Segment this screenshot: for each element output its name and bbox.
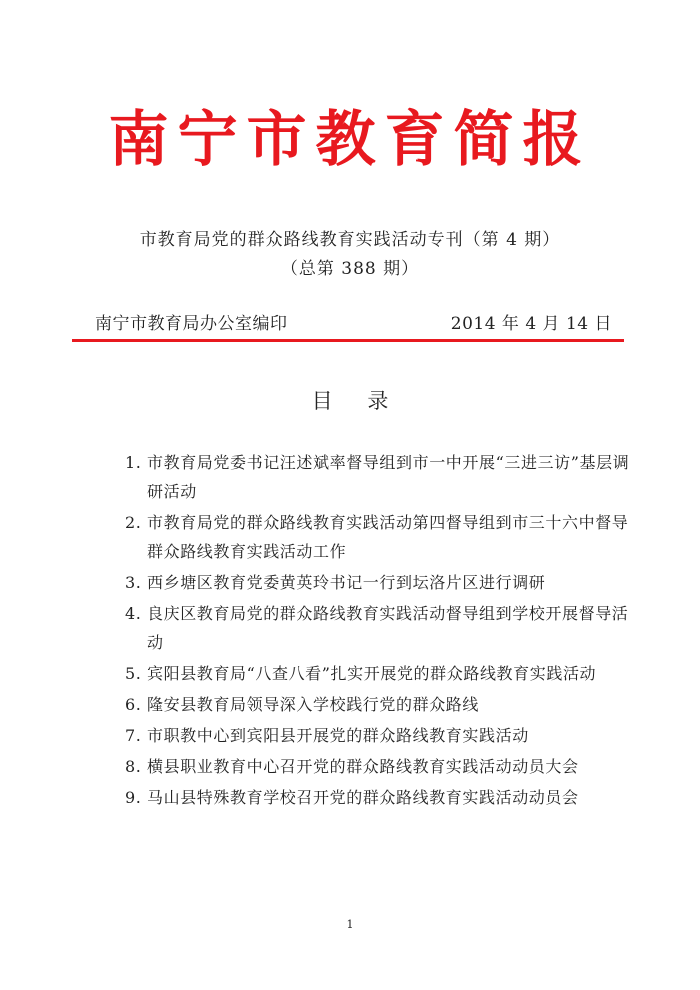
toc-item-number: 4. <box>125 604 142 623</box>
toc-item-text: 西乡塘区教育党委黄英玲书记一行到坛洛片区进行调研 <box>147 573 546 592</box>
toc-item <box>117 508 632 566</box>
toc-item-text: 隆安县教育局领导深入学校践行党的群众路线 <box>147 695 480 714</box>
toc-item <box>117 721 632 750</box>
toc-item <box>117 783 632 812</box>
toc-item-text: 市职教中心到宾阳县开展党的群众路线教育实践活动 <box>147 726 529 745</box>
toc-item-number: 5. <box>125 664 142 683</box>
toc-item <box>117 690 632 719</box>
toc-item-text: 马山县特殊教育学校召开党的群众路线教育实践活动动员会 <box>147 788 579 807</box>
page-number: 1 <box>346 918 354 931</box>
toc-item-text: 良庆区教育局党的群众路线教育实践活动督导组到学校开展督导活动 <box>147 604 629 652</box>
toc-item-number: 9. <box>125 788 142 807</box>
toc-item <box>117 659 632 688</box>
toc-item <box>117 599 632 657</box>
toc-item <box>117 752 632 781</box>
issue-date: 2014 年 4 月 14 日 <box>450 314 612 334</box>
toc-item <box>117 448 632 506</box>
toc-item <box>117 568 632 597</box>
special-issue-subtitle: 市教育局党的群众路线教育实践活动专刊（第 4 期） <box>139 230 561 250</box>
toc-heading: 目 录 <box>311 389 403 413</box>
compiler-label: 南宁市教育局办公室编印 <box>95 314 288 334</box>
toc-item-text: 市教育局党的群众路线教育实践活动第四督导组到市三十六中督导群众路线教育实践活动工作 <box>147 513 629 561</box>
toc-item-text: 横县职业教育中心召开党的群众路线教育实践活动动员大会 <box>147 757 579 776</box>
total-issue-number: （总第 388 期） <box>280 259 420 279</box>
toc-item-text: 市教育局党委书记汪述斌率督导组到市一中开展“三进三访”基层调研活动 <box>147 453 630 501</box>
masthead-title: 南宁市教育简报 <box>108 105 592 175</box>
toc-item-number: 1. <box>125 453 142 472</box>
toc-item-number: 2. <box>125 513 142 532</box>
red-divider-rule <box>72 339 624 342</box>
toc-item-number: 3. <box>125 573 142 592</box>
toc-item-number: 8. <box>125 757 142 776</box>
toc-list <box>117 448 632 814</box>
toc-item-number: 6. <box>125 695 142 714</box>
toc-item-number: 7. <box>125 726 142 745</box>
toc-item-text: 宾阳县教育局“八查八看”扎实开展党的群众路线教育实践活动 <box>147 664 597 683</box>
